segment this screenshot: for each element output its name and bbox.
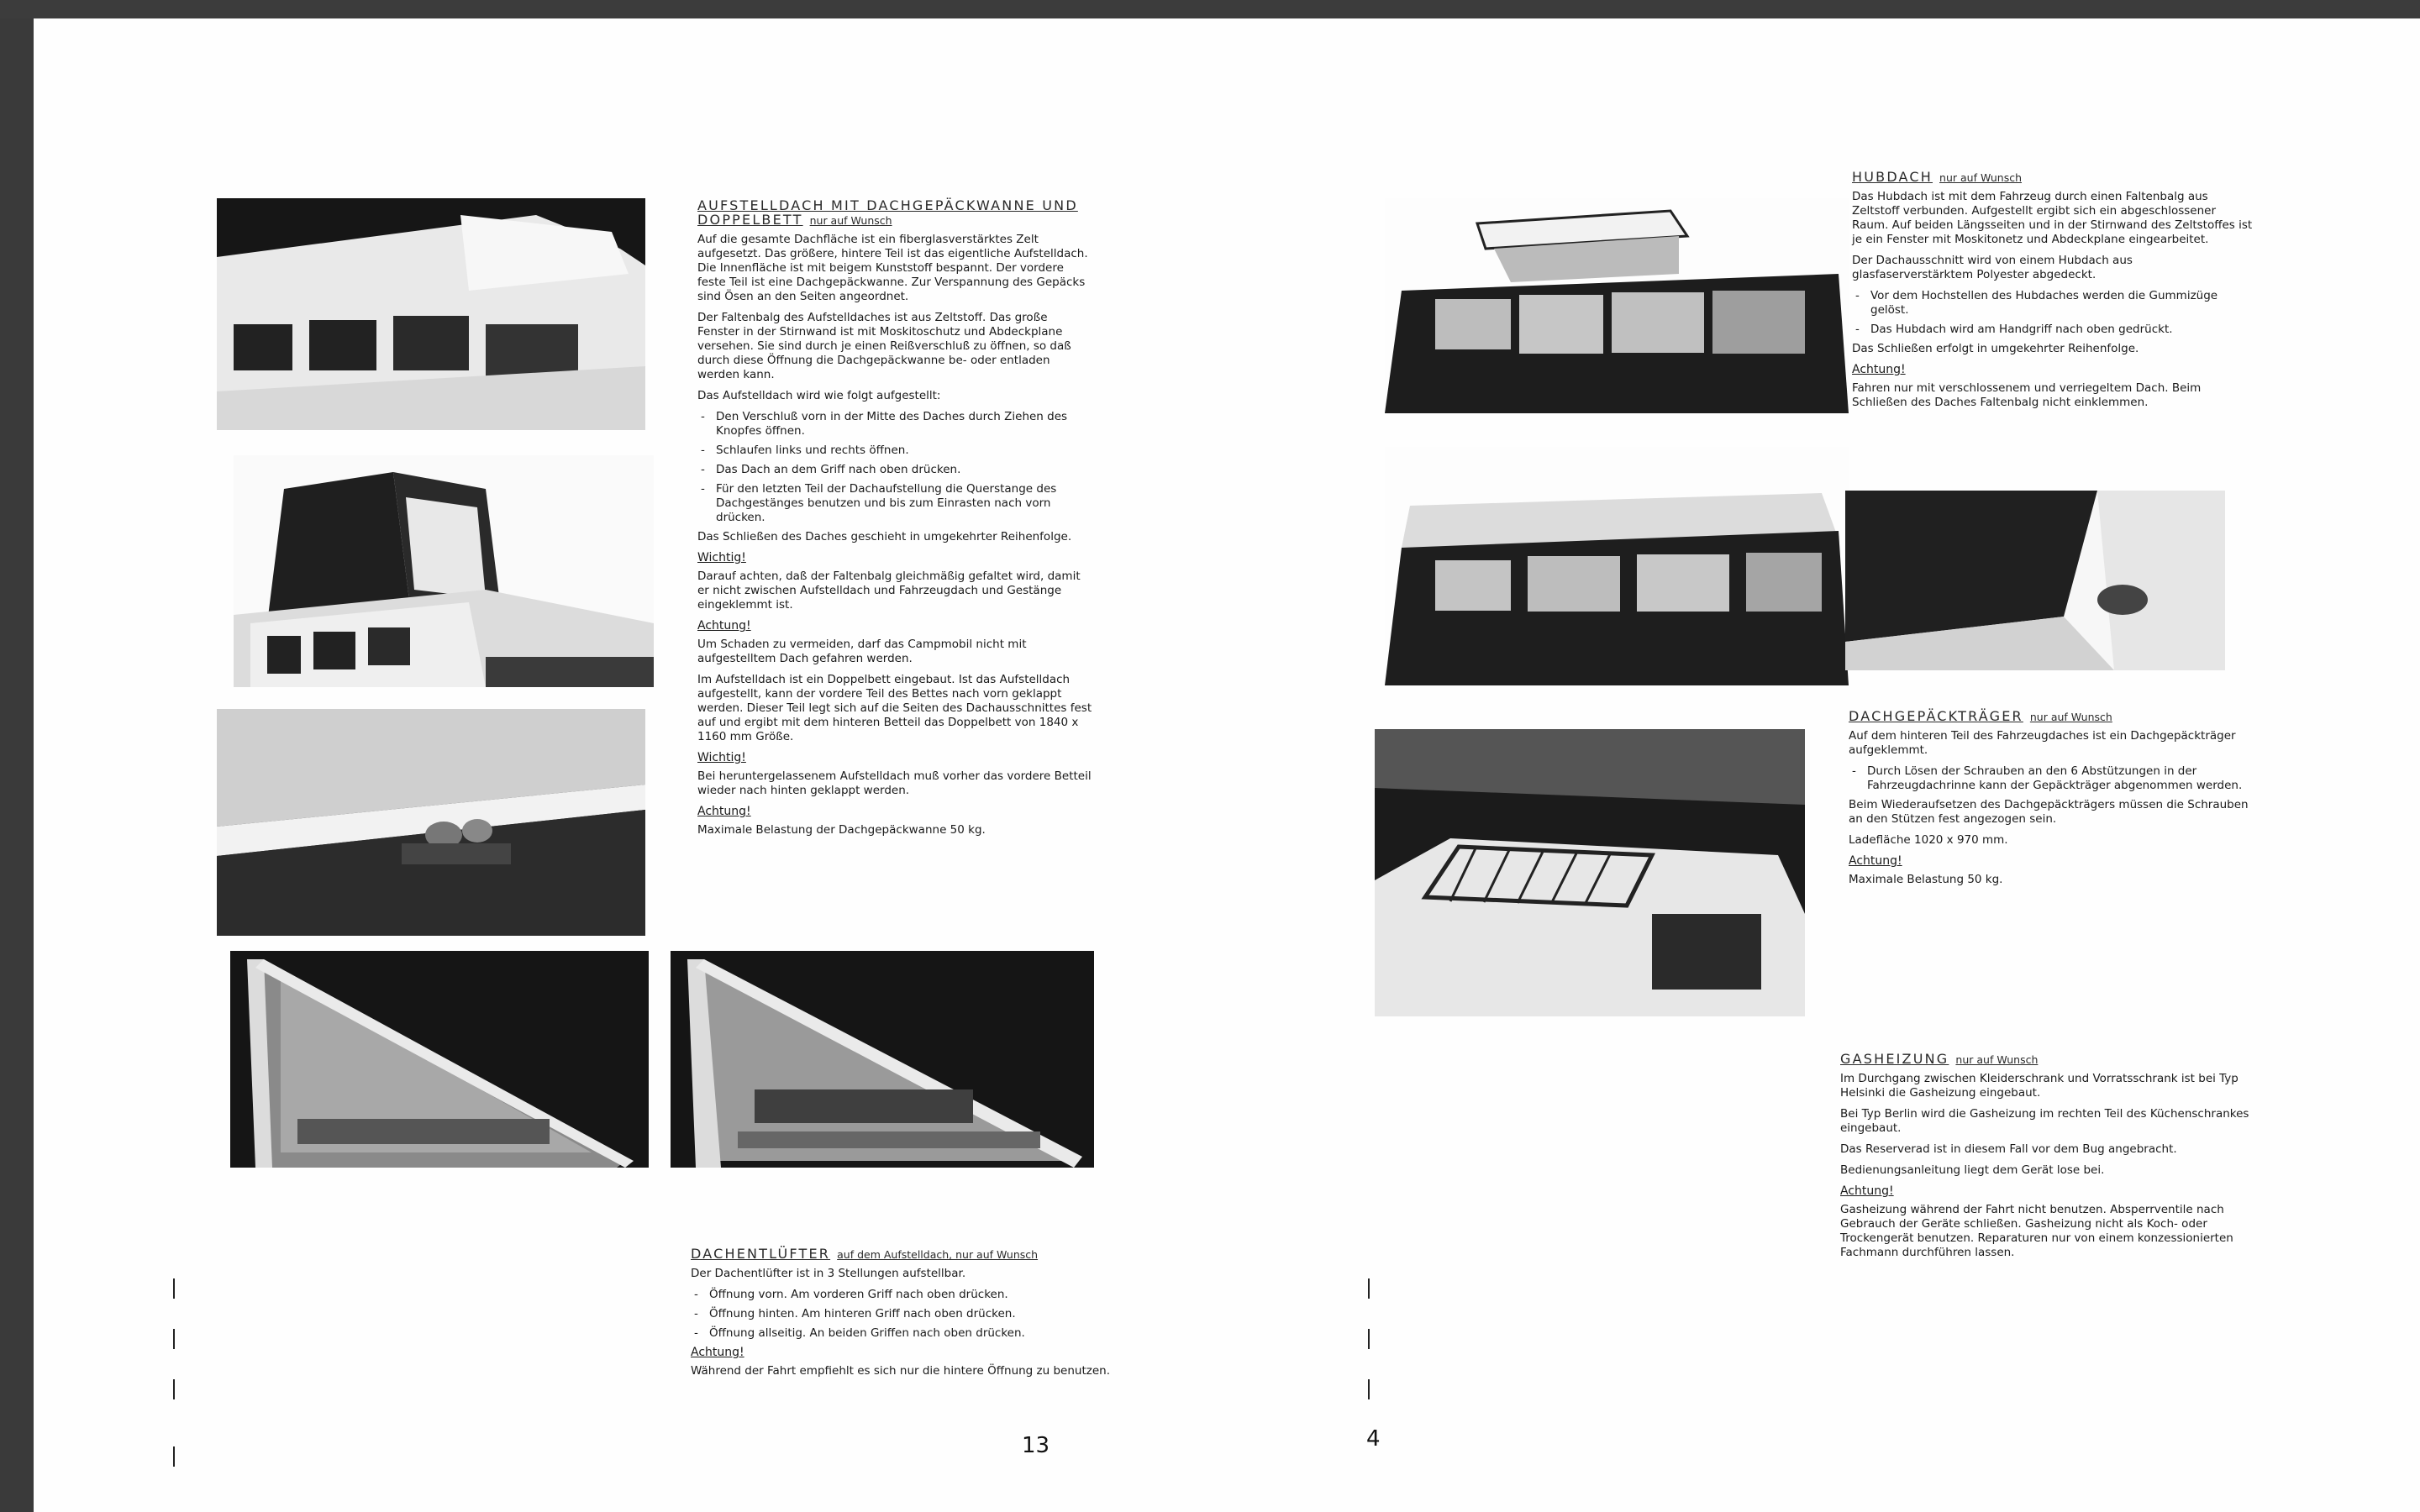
paragraph-doppelbett: Im Aufstelldach ist ein Doppelbett eingebaut. Ist das Aufstelldach aufgestellt, kann der vordere Teil des Bettes nach vorn geklappt werden. Dieser Teil legt sich auf die Seiten des Dachausschnittes fest auf und ergibt mit dem hinteren Betteil das Doppelbett von 1840 x 1160 mm Größe. <box>697 673 1092 743</box>
photo-roof-latch <box>217 709 645 936</box>
warning-label: Achtung! <box>1852 363 1906 376</box>
scanned-document-spread <box>34 18 2420 1512</box>
paragraph-intro: Auf dem hinteren Teil des Fahrzeugdaches ist ein Dachgepäckträger aufgeklemmt. <box>1849 729 2236 757</box>
step-item: - Für den letzten Teil der Dachaufstellung die Querstange des Dachgestänges benutzen und bis zum Einrasten nach vorn drücken. <box>697 482 1092 525</box>
warning-text: Gasheizung während der Fahrt nicht benutzen. Absperrventile nach Gebrauch der Geräte schließen. Gasheizung nicht als Koch- oder Trockengerät benutzen. Reparaturen nur von einem konzessionierten Fachmann durchführen lassen. <box>1840 1203 2233 1259</box>
step-item: - Schlaufen links und rechts öffnen. <box>697 444 1092 458</box>
warning-text: Während der Fahrt empfiehlt es sich nur die hintere Öffnung zu benutzen. <box>691 1364 1110 1378</box>
binding-mark <box>1368 1278 1370 1299</box>
raised-roof-photo-icon <box>234 455 654 687</box>
paragraph-intro: Der Dachentlüfter ist in 3 Stellungen aufstellbar. <box>691 1267 966 1280</box>
section-dachentluefter <box>691 1247 1111 1385</box>
step-item: - Das Hubdach wird am Handgriff nach oben gedrückt. <box>1852 323 2255 337</box>
paragraph-ausschnitt: Der Dachausschnitt wird von einem Hubdach aus glasfaserverstärktem Polyester abgedeckt. <box>1852 254 2133 281</box>
paragraph-helsinki: Im Durchgang zwischen Kleiderschrank und Vorratsschrank ist bei Typ Helsinki die Gasheizung eingebaut. <box>1840 1072 2238 1100</box>
photo-roof-rack <box>1375 729 1805 1016</box>
photo-hubdach <box>1385 198 1849 413</box>
optional-note: nur auf Wunsch <box>809 214 892 227</box>
closeup-photo-icon <box>1845 491 2225 670</box>
warning-label: Achtung! <box>691 1346 744 1359</box>
section-hubdach <box>1852 170 2255 417</box>
warning-text: Bei heruntergelassenem Aufstelldach muß vorher das vordere Betteil wieder nach hinten geklappt werden. <box>697 769 1092 797</box>
step-item: - Den Verschluß vorn in der Mitte des Daches durch Ziehen des Knopfes öffnen. <box>697 410 1092 438</box>
viewer-toolbar <box>0 0 2420 18</box>
warning-label: Achtung! <box>697 619 751 633</box>
latch-photo-icon <box>217 709 645 936</box>
heading-aufstelldach: AUFSTELLDACH MIT DACHGEPÄCKWANNE UND DOPPELBETT nur auf Wunsch <box>697 197 1078 228</box>
paragraph-closing: Das Schließen erfolgt in umgekehrter Reihenfolge. <box>1852 342 2139 355</box>
heading-hubdach: HUBDACH nur auf Wunsch <box>1852 169 2023 185</box>
van-photo-icon <box>217 198 645 430</box>
binding-mark <box>173 1379 175 1399</box>
hubdach-closed-photo-icon <box>1385 447 1849 685</box>
optional-note: nur auf Wunsch <box>2029 711 2112 723</box>
optional-note: nur auf Wunsch <box>1939 171 2023 184</box>
step-item: - Öffnung allseitig. An beiden Griffen nach oben drücken. <box>691 1326 1111 1341</box>
step-item: - Öffnung vorn. Am vorderen Griff nach oben drücken. <box>691 1288 1111 1302</box>
optional-note: auf dem Aufstelldach, nur auf Wunsch <box>837 1248 1039 1261</box>
optional-note: nur auf Wunsch <box>1955 1053 2039 1066</box>
paragraph-intro: Auf die gesamte Dachfläche ist ein fiberglasverstärktes Zelt aufgesetzt. Das größere, hintere Teil ist das eigentliche Aufstelldach. Die Innenfläche ist mit beigem Kunststoff bespannt. Der vordere feste Teil ist eine Dachgepäckwanne. Zur Verspannung des Gepäcks sind Ösen an den Seiten angeordnet. <box>697 233 1088 303</box>
binding-mark <box>173 1278 175 1299</box>
binding-mark <box>173 1329 175 1349</box>
photo-van-roof-closed <box>217 198 645 430</box>
step-item: - Durch Lösen der Schrauben an den 6 Abstützungen in der Fahrzeugdachrinne kann der Gepäckträger abgenommen werden. <box>1849 764 2252 793</box>
paragraph-intro: Das Hubdach ist mit dem Fahrzeug durch einen Faltenbalg aus Zeltstoff verbunden. Aufgestellt ergibt sich ein abgeschlossener Raum. Auf beiden Längsseiten und in der Stirnwand des Zeltstoffes ist je ein Fenster mit Moskitonetz und Abdeckplane eingearbeitet. <box>1852 190 2253 246</box>
paragraph-closing: Das Schließen des Daches geschieht in umgekehrter Reihenfolge. <box>697 530 1072 543</box>
paragraph-faltenbalg: Der Faltenbalg des Aufstelldaches ist aus Zeltstoff. Das große Fenster in der Stirnwand ist mit Moskitoschutz und Abdeckplane versehen. Sie sind durch je einen Reißverschluß zu öffnen, so daß durch diese Öffnung die Dachgepäckwanne be- oder entladen werden kann. <box>697 311 1071 381</box>
binding-mark <box>173 1446 175 1467</box>
warning-text: Darauf achten, daß der Faltenbalg gleichmäßig gefaltet wird, damit er nicht zwischen Aufstelldach und Fahrzeugdach und Gestänge eingeklemmt ist. <box>697 570 1081 612</box>
binding-mark <box>1368 1379 1370 1399</box>
step-item: - Vor dem Hochstellen des Hubdaches werden die Gummizüge gelöst. <box>1852 289 2255 318</box>
paragraph-refit: Beim Wiederaufsetzen des Dachgepäckträgers müssen die Schrauben an den Stützen fest angezogen sein. <box>1849 798 2249 826</box>
interior-photo-icon-2 <box>671 951 1094 1168</box>
photo-latch-closeup <box>1845 491 2225 670</box>
warning-text: Maximale Belastung 50 kg. <box>1849 873 2003 886</box>
photo-roof-raised <box>234 455 654 687</box>
hubdach-photo-icon <box>1385 198 1849 413</box>
warning-text: Um Schaden zu vermeiden, darf das Campmobil nicht mit aufgestelltem Dach gefahren werden. <box>697 638 1027 665</box>
interior-photo-icon <box>230 951 649 1168</box>
heading-dachentluefter: DACHENTLÜFTER auf dem Aufstelldach, nur auf Wunsch <box>691 1246 1039 1262</box>
photo-roof-interior-left <box>230 951 649 1168</box>
warning-label: Wichtig! <box>697 551 746 564</box>
heading-dachgepaecktraeger: DACHGEPÄCKTRÄGER nur auf Wunsch <box>1849 708 2112 724</box>
page-number-right: 4 <box>1366 1426 1381 1452</box>
section-gasheizung <box>1840 1052 2260 1267</box>
section-aufstelldach <box>697 198 1092 844</box>
page-number-left: 13 <box>1022 1433 1050 1458</box>
paragraph-anleitung: Bedienungsanleitung liegt dem Gerät lose bei. <box>1840 1163 2105 1177</box>
photo-hubdach-closed <box>1385 447 1849 685</box>
roof-rack-photo-icon <box>1375 729 1805 1016</box>
warning-text: Fahren nur mit verschlossenem und verriegeltem Dach. Beim Schließen des Daches Faltenbalg nicht einklemmen. <box>1852 381 2202 409</box>
paragraph-reserverad: Das Reserverad ist in diesem Fall vor dem Bug angebracht. <box>1840 1142 2177 1156</box>
step-item: - Öffnung hinten. Am hinteren Griff nach oben drücken. <box>691 1307 1111 1321</box>
warning-label: Achtung! <box>1840 1184 1894 1198</box>
paragraph-area: Ladefläche 1020 x 970 mm. <box>1849 833 2008 847</box>
photo-roof-interior-right <box>671 951 1094 1168</box>
section-dachgepaecktraeger <box>1849 709 2252 894</box>
warning-text: Maximale Belastung der Dachgepäckwanne 50 kg. <box>697 823 986 837</box>
heading-gasheizung: GASHEIZUNG nur auf Wunsch <box>1840 1051 2039 1067</box>
warning-label: Achtung! <box>697 805 751 818</box>
paragraph-steps-intro: Das Aufstelldach wird wie folgt aufgestellt: <box>697 389 941 402</box>
warning-label: Wichtig! <box>697 751 746 764</box>
paragraph-berlin: Bei Typ Berlin wird die Gasheizung im rechten Teil des Küchenschrankes eingebaut. <box>1840 1107 2249 1135</box>
step-item: - Das Dach an dem Griff nach oben drücken. <box>697 463 1092 477</box>
binding-mark <box>1368 1329 1370 1349</box>
warning-label: Achtung! <box>1849 854 1902 868</box>
